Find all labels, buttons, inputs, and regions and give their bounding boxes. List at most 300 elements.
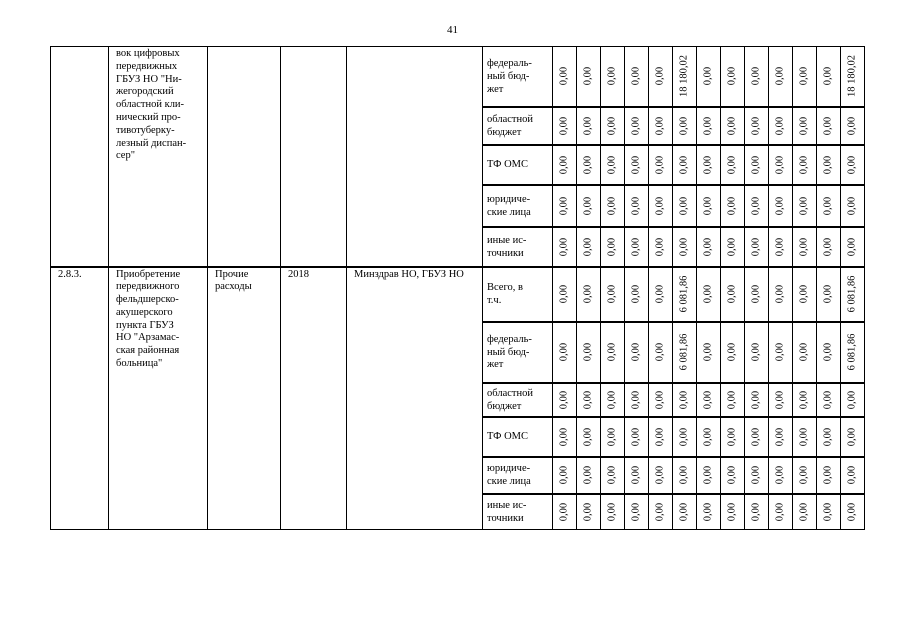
text-line: передвижных	[116, 60, 178, 72]
value-text: 0,00	[774, 284, 786, 304]
value-text: 0,00	[846, 196, 858, 215]
value-cell	[769, 185, 793, 227]
funding-source	[483, 267, 553, 322]
value-text: 0,00	[750, 390, 762, 409]
text-line: тивотуберку-	[116, 124, 175, 136]
value-text: 6 081,86	[678, 275, 690, 313]
value-cell	[817, 185, 841, 227]
text-line: вок цифровых	[116, 48, 180, 59]
value-text: 0,00	[630, 390, 642, 409]
value-cell	[721, 383, 745, 417]
value-text: 0,00	[774, 237, 786, 256]
value-text: 0,00	[750, 155, 762, 174]
value-cell	[745, 494, 769, 530]
table-body	[51, 47, 865, 530]
value-cell	[841, 47, 865, 107]
value-text: 0,00	[558, 67, 570, 86]
value-cell	[601, 47, 625, 107]
value-text: 0,00	[774, 427, 786, 446]
value-text: 0,00	[846, 116, 858, 135]
value-cell	[673, 47, 697, 107]
value-text: 0,00	[654, 427, 666, 446]
text-line: жет	[487, 359, 504, 371]
value-cell	[649, 107, 673, 145]
value-cell	[601, 417, 625, 457]
text-line: передвижного	[116, 281, 180, 293]
value-cell	[769, 494, 793, 530]
value-cell	[553, 417, 577, 457]
value-text: 0,00	[726, 116, 738, 135]
value-cell	[817, 145, 841, 185]
value-text: 0,00	[558, 237, 570, 256]
value-text: 0,00	[822, 502, 834, 521]
value-text: 0,00	[750, 502, 762, 521]
year	[281, 47, 347, 267]
value-text: 0,00	[582, 284, 594, 304]
value-cell	[769, 417, 793, 457]
value-cell	[625, 145, 649, 185]
value-cell	[697, 267, 721, 322]
value-cell	[553, 185, 577, 227]
value-text: 0,00	[702, 196, 714, 215]
value-text: 0,00	[558, 116, 570, 135]
value-cell	[817, 494, 841, 530]
value-text: 0,00	[582, 390, 594, 409]
value-cell	[697, 145, 721, 185]
value-cell	[625, 107, 649, 145]
value-cell	[721, 227, 745, 267]
value-cell	[769, 457, 793, 494]
page-number: 41	[447, 24, 458, 36]
value-text: 0,00	[558, 155, 570, 174]
value-cell	[793, 107, 817, 145]
value-text: 0,00	[702, 116, 714, 135]
text-line: жегородский	[116, 86, 174, 98]
value-cell	[625, 227, 649, 267]
value-cell	[697, 185, 721, 227]
value-text: 0,00	[606, 465, 618, 485]
value-text: 0,00	[630, 427, 642, 446]
value-text: 0,00	[654, 116, 666, 135]
text-line: точники	[487, 512, 524, 524]
text-line: т.ч.	[487, 295, 502, 306]
value-cell	[745, 457, 769, 494]
text-line: иные ис-	[487, 234, 527, 246]
value-text: 0,00	[750, 116, 762, 135]
value-text: 18 180,02	[678, 55, 690, 98]
value-text: 0,00	[558, 427, 570, 446]
value-text: 0,00	[726, 342, 738, 362]
value-cell	[793, 457, 817, 494]
value-text: 0,00	[606, 67, 618, 86]
value-cell	[817, 322, 841, 383]
funding-source	[483, 322, 553, 383]
value-cell	[697, 457, 721, 494]
value-cell	[697, 227, 721, 267]
text-line: точники	[487, 247, 524, 259]
value-cell	[553, 107, 577, 145]
value-cell	[841, 145, 865, 185]
value-cell	[745, 145, 769, 185]
value-text: 0,00	[654, 196, 666, 215]
value-cell	[793, 494, 817, 530]
funding-source	[483, 185, 553, 227]
value-text: 0,00	[654, 237, 666, 256]
value-cell	[577, 457, 601, 494]
value-cell	[745, 47, 769, 107]
value-cell	[625, 457, 649, 494]
value-text: 0,00	[798, 155, 810, 174]
value-cell	[673, 417, 697, 457]
funding-source	[483, 227, 553, 267]
value-cell	[553, 322, 577, 383]
value-cell	[625, 47, 649, 107]
value-cell	[841, 185, 865, 227]
value-text: 0,00	[702, 284, 714, 304]
value-text: 0,00	[846, 237, 858, 256]
value-cell	[601, 145, 625, 185]
value-text: 0,00	[726, 237, 738, 256]
value-text: 0,00	[822, 390, 834, 409]
value-cell	[769, 227, 793, 267]
value-text: 0,00	[582, 116, 594, 135]
text-line: ская районная	[116, 345, 180, 357]
value-text: 0,00	[678, 116, 690, 135]
value-text: 0,00	[678, 465, 690, 485]
value-text: 0,00	[798, 502, 810, 521]
value-text: 0,00	[702, 237, 714, 256]
text-line: юридиче-	[487, 463, 531, 475]
value-cell	[625, 185, 649, 227]
value-cell	[793, 145, 817, 185]
executor	[347, 47, 483, 267]
value-cell	[745, 267, 769, 322]
value-text: 0,00	[702, 465, 714, 485]
value-cell	[625, 417, 649, 457]
value-cell	[697, 47, 721, 107]
value-cell	[577, 145, 601, 185]
value-cell	[841, 494, 865, 530]
value-cell	[553, 227, 577, 267]
value-cell	[601, 267, 625, 322]
value-cell	[577, 185, 601, 227]
value-text: 0,00	[822, 67, 834, 86]
value-cell	[673, 145, 697, 185]
value-text: 0,00	[606, 116, 618, 135]
value-text: 0,00	[846, 155, 858, 174]
value-text: 0,00	[822, 116, 834, 135]
value-text: 0,00	[822, 465, 834, 485]
value-cell	[649, 185, 673, 227]
value-text: 0,00	[750, 427, 762, 446]
value-cell	[553, 494, 577, 530]
text-line: иные ис-	[487, 499, 527, 511]
value-cell	[793, 267, 817, 322]
value-text: 0,00	[702, 427, 714, 446]
value-text: 0,00	[630, 237, 642, 256]
value-cell	[553, 383, 577, 417]
funding-source	[483, 107, 553, 145]
funding-source	[483, 47, 553, 107]
value-cell	[745, 417, 769, 457]
text-line: ские лица	[487, 206, 531, 218]
value-cell	[673, 227, 697, 267]
value-cell	[841, 107, 865, 145]
value-cell	[793, 185, 817, 227]
value-text: 0,00	[702, 342, 714, 362]
value-cell	[697, 322, 721, 383]
value-cell	[769, 47, 793, 107]
value-text: 0,00	[702, 390, 714, 409]
value-text: 0,00	[822, 196, 834, 215]
row-number	[51, 47, 109, 267]
value-text: 6 081,86	[678, 333, 690, 371]
value-cell	[745, 383, 769, 417]
text-line: лезный диспан-	[116, 137, 187, 149]
value-cell	[577, 47, 601, 107]
value-text: 0,00	[798, 342, 810, 362]
text-line: Всего, в	[487, 282, 523, 294]
value-text: 0,00	[750, 465, 762, 485]
value-text: 0,00	[606, 155, 618, 174]
value-cell	[673, 322, 697, 383]
value-text: 0,00	[606, 284, 618, 304]
value-cell	[649, 145, 673, 185]
value-cell	[601, 227, 625, 267]
value-text: 0,00	[678, 237, 690, 256]
value-text: 0,00	[702, 502, 714, 521]
value-text: 0,00	[678, 196, 690, 215]
text-line: юридиче-	[487, 193, 531, 205]
value-text: 0,00	[558, 390, 570, 409]
value-cell	[817, 107, 841, 145]
value-cell	[817, 267, 841, 322]
value-cell	[577, 107, 601, 145]
value-text: 0,00	[678, 390, 690, 409]
value-text: 0,00	[606, 390, 618, 409]
value-text: 0,00	[558, 196, 570, 215]
budget-table	[50, 46, 865, 530]
value-text: 0,00	[630, 465, 642, 485]
value-text: 0,00	[630, 155, 642, 174]
value-cell	[745, 227, 769, 267]
value-cell	[601, 185, 625, 227]
value-text: 0,00	[582, 427, 594, 446]
value-cell	[721, 417, 745, 457]
value-cell	[649, 47, 673, 107]
value-cell	[841, 417, 865, 457]
value-cell	[817, 227, 841, 267]
value-cell	[553, 457, 577, 494]
value-cell	[649, 227, 673, 267]
value-text: 0,00	[582, 237, 594, 256]
value-cell	[697, 107, 721, 145]
value-cell	[841, 267, 865, 322]
table-row	[51, 267, 865, 322]
value-cell	[841, 322, 865, 383]
expense-type: Прочие расходы	[208, 267, 281, 530]
value-text: 0,00	[678, 427, 690, 446]
expense-type	[208, 47, 281, 267]
value-text: 0,00	[582, 342, 594, 362]
value-text: 0,00	[726, 284, 738, 304]
value-text: 0,00	[654, 67, 666, 86]
value-cell	[769, 267, 793, 322]
value-cell	[577, 494, 601, 530]
table-row	[51, 47, 865, 107]
value-cell	[553, 267, 577, 322]
value-text: 0,00	[654, 465, 666, 485]
text-line: Приобретение	[116, 268, 181, 280]
value-cell	[793, 47, 817, 107]
value-cell	[817, 417, 841, 457]
value-cell	[601, 457, 625, 494]
text-line: НО "Арзамас-	[116, 332, 180, 344]
value-cell	[649, 494, 673, 530]
value-text: 0,00	[678, 502, 690, 521]
executor: Минздрав НО, ГБУЗ НО	[347, 267, 483, 530]
value-text: 0,00	[606, 237, 618, 256]
value-text: 0,00	[582, 502, 594, 521]
value-text: 0,00	[774, 502, 786, 521]
value-cell	[601, 383, 625, 417]
value-cell	[649, 267, 673, 322]
item-name	[109, 47, 208, 267]
value-cell	[721, 494, 745, 530]
value-text: 0,00	[558, 342, 570, 362]
text-line: областной кли-	[116, 99, 185, 111]
value-text: 0,00	[798, 390, 810, 409]
value-text: 0,00	[558, 502, 570, 521]
value-text: 0,00	[798, 465, 810, 485]
value-cell	[721, 107, 745, 145]
value-cell	[697, 417, 721, 457]
value-text: 0,00	[630, 196, 642, 215]
value-text: 0,00	[726, 390, 738, 409]
text-line: областной	[487, 387, 533, 399]
value-cell	[769, 145, 793, 185]
text-line: ГБУЗ НО "Ни-	[116, 73, 182, 85]
value-text: 0,00	[774, 342, 786, 362]
value-text: 0,00	[798, 67, 810, 86]
value-text: 0,00	[582, 155, 594, 174]
value-cell	[817, 47, 841, 107]
value-cell	[673, 185, 697, 227]
value-cell	[577, 227, 601, 267]
value-cell	[721, 322, 745, 383]
value-cell	[673, 457, 697, 494]
value-cell	[721, 457, 745, 494]
value-cell	[745, 322, 769, 383]
value-text: 0,00	[846, 502, 858, 521]
value-cell	[673, 494, 697, 530]
value-text: 0,00	[774, 465, 786, 485]
value-text: 0,00	[822, 237, 834, 256]
value-cell	[625, 322, 649, 383]
value-cell	[553, 145, 577, 185]
value-cell	[649, 383, 673, 417]
value-text: 0,00	[630, 67, 642, 86]
value-text: 0,00	[774, 196, 786, 215]
value-text: 0,00	[750, 67, 762, 86]
value-cell	[673, 267, 697, 322]
row-number: 2.8.3.	[51, 267, 109, 530]
value-text: 0,00	[726, 155, 738, 174]
value-text: 0,00	[726, 427, 738, 446]
value-cell	[601, 322, 625, 383]
value-text: 0,00	[798, 427, 810, 446]
text-line: областной	[487, 113, 533, 125]
text-line: бюджет	[487, 126, 522, 138]
value-text: 0,00	[750, 284, 762, 304]
value-text: 0,00	[750, 342, 762, 362]
value-cell	[817, 457, 841, 494]
value-cell	[673, 107, 697, 145]
value-text: 0,00	[726, 196, 738, 215]
year: 2018	[281, 267, 347, 530]
value-text: 0,00	[774, 390, 786, 409]
value-cell	[649, 417, 673, 457]
value-text: 0,00	[654, 155, 666, 174]
value-cell	[745, 185, 769, 227]
value-text: 0,00	[726, 465, 738, 485]
value-cell	[697, 494, 721, 530]
value-text: 0,00	[846, 427, 858, 446]
value-cell	[721, 185, 745, 227]
value-text: 0,00	[582, 67, 594, 86]
text-line: жет	[487, 83, 504, 95]
funding-source	[483, 383, 553, 417]
text-line: бюджет	[487, 400, 522, 412]
value-cell	[601, 494, 625, 530]
funding-source	[483, 494, 553, 530]
value-text: 0,00	[750, 196, 762, 215]
value-text: 0,00	[606, 502, 618, 521]
value-cell	[841, 383, 865, 417]
value-cell	[577, 267, 601, 322]
value-cell	[673, 383, 697, 417]
value-cell	[625, 267, 649, 322]
value-text: 0,00	[798, 196, 810, 215]
value-cell	[793, 417, 817, 457]
value-cell	[577, 417, 601, 457]
value-cell	[745, 107, 769, 145]
text-line: фельдшерско-	[116, 294, 179, 306]
text-line: ный бюд-	[487, 346, 530, 358]
value-text: 6 081,86	[846, 333, 858, 371]
value-text: 0,00	[558, 284, 570, 304]
value-text: 0,00	[822, 342, 834, 362]
value-cell	[625, 494, 649, 530]
value-cell	[697, 383, 721, 417]
value-cell	[769, 107, 793, 145]
value-text: 0,00	[654, 284, 666, 304]
item-name	[109, 267, 208, 530]
value-cell	[721, 267, 745, 322]
value-text: 0,00	[558, 465, 570, 485]
value-text: 0,00	[798, 284, 810, 304]
text-line: ный бюд-	[487, 70, 530, 82]
text-line: ТФ ОМС	[487, 431, 529, 443]
funding-source	[483, 145, 553, 185]
value-text: 0,00	[606, 427, 618, 446]
funding-source	[483, 417, 553, 457]
value-text: 0,00	[582, 465, 594, 485]
value-cell	[841, 457, 865, 494]
text-line: ТФ ОМС	[487, 159, 529, 171]
value-cell	[769, 383, 793, 417]
value-text: 0,00	[846, 465, 858, 485]
